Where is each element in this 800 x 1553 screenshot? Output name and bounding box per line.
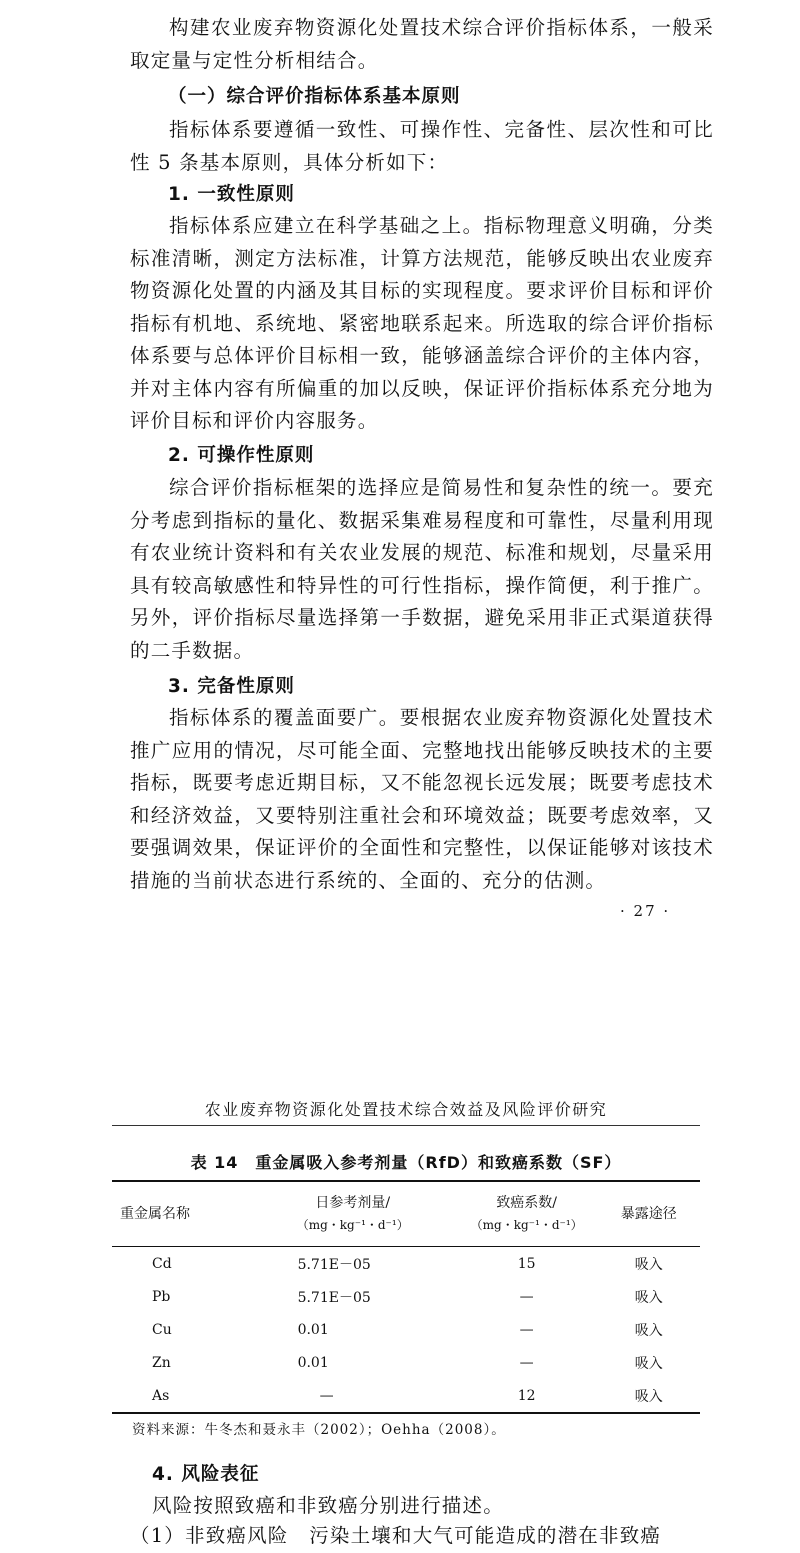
header-rule	[112, 1125, 700, 1126]
cell-metal: Cd	[152, 1255, 172, 1272]
cell-route: 吸入	[634, 1322, 663, 1339]
table-source-note: 资料来源：牛冬杰和聂永丰（2002）；Oehha（2008）。	[132, 1422, 506, 1438]
cell-route: 吸入	[634, 1355, 663, 1372]
cell-rfd: 5.71E－05	[297, 1256, 371, 1273]
page-number: · 27 ·	[620, 902, 671, 920]
running-head: 农业废弃物资源化处置技术综合效益及风险评价研究	[204, 1100, 608, 1119]
cell-metal: Zn	[152, 1354, 171, 1371]
principles-intro-paragraph: 指标体系要遵循一致性、可操作性、完备性、层次性和可比性 5 条基本原则，具体分析如下：	[130, 118, 714, 174]
table-row	[112, 1379, 700, 1413]
section-4-line-1: 风险按照致癌和非致癌分别进行描述。	[152, 1494, 504, 1517]
table-row	[112, 1247, 700, 1281]
cell-route: 吸入	[634, 1289, 663, 1306]
header-route: 暴露途径	[620, 1206, 677, 1222]
principle-1-paragraph: 指标体系应建立在科学基础之上。指标物理意义明确，分类标准清晰，测定方法标准，计算方法规范，能够反映出农业废弃物资源化处置的内涵及其目标的实现程度。要求评价目标和评价指标有机地、系统地、紧密地联系起来。所选取的综合评价指标体系要与总体评价目标相一致，能够涵盖综合评价的主体内容，并对主体内容有所偏重的加以反映，保证评价指标体系充分地为评价目标和评价内容服务。	[130, 214, 714, 432]
cell-sf: —	[519, 1288, 534, 1305]
section-4-heading: 4. 风险表征	[152, 1464, 260, 1485]
section-4-line-2: （1）非致癌风险 污染土壤和大气可能造成的潜在非致癌	[130, 1524, 662, 1547]
principle-2-heading: 2. 可操作性原则	[168, 445, 315, 466]
cell-metal: As	[152, 1387, 170, 1404]
cell-rfd: 5.71E－05	[297, 1289, 371, 1306]
section-heading: （一）综合评价指标体系基本原则	[168, 86, 461, 107]
header-rfd-title: 日参考剂量/	[315, 1195, 391, 1211]
header-rfd-unit: （mg・kg⁻¹・d⁻¹）	[296, 1218, 409, 1232]
header-metal-name: 重金属名称	[120, 1206, 190, 1222]
header-sf-title: 致癌系数/	[496, 1195, 558, 1211]
intro-paragraph: 构建农业废弃物资源化处置技术综合评价指标体系，一般采取定量与定性分析相结合。	[130, 16, 714, 72]
heavy-metal-table	[112, 1180, 700, 1414]
header-rfd	[250, 1181, 456, 1247]
cell-rfd: 0.01	[297, 1321, 329, 1338]
cell-rfd: —	[319, 1387, 334, 1404]
table-header-row	[112, 1181, 700, 1247]
principle-3-heading: 3. 完备性原则	[168, 676, 295, 697]
cell-metal: Cu	[152, 1321, 172, 1338]
cell-sf: —	[519, 1354, 534, 1371]
cell-sf: 12	[517, 1387, 536, 1404]
cell-route: 吸入	[634, 1256, 663, 1273]
cell-rfd: 0.01	[297, 1354, 329, 1371]
table-row	[112, 1346, 700, 1379]
header-sf-unit: （mg・kg⁻¹・d⁻¹）	[470, 1218, 583, 1232]
principle-2-paragraph: 综合评价指标框架的选择应是简易性和复杂性的统一。要充分考虑到指标的量化、数据采集难易程度和可靠性，尽量利用现有农业统计资料和有关农业发展的规范、标准和规划，尽量采用具有较高敏感性和特异性的可行性指标，操作简便，利于推广。另外，评价指标尽量选择第一手数据，避免采用非正式渠道获得的二手数据。	[130, 476, 714, 662]
cell-route: 吸入	[634, 1388, 663, 1405]
cell-metal: Pb	[152, 1288, 171, 1305]
principle-3-paragraph: 指标体系的覆盖面要广。要根据农业废弃物资源化处置技术推广应用的情况，尽可能全面、完整地找出能够反映技术的主要指标，既要考虑近期目标，又不能忽视长远发展；既要考虑技术和经济效益，又要特别注重社会和环境效益；既要考虑效率，又要强调效果，保证评价的全面性和完整性，以保证能够对该技术措施的当前状态进行系统的、全面的、充分的估测。	[130, 706, 714, 892]
table-caption: 表 14 重金属吸入参考剂量（RfD）和致癌系数（SF）	[190, 1153, 622, 1172]
header-sf	[456, 1181, 598, 1247]
table-row	[112, 1280, 700, 1313]
cell-sf: 15	[517, 1255, 536, 1272]
table-row	[112, 1313, 700, 1346]
cell-sf: —	[519, 1321, 534, 1338]
principle-1-heading: 1. 一致性原则	[168, 184, 295, 205]
